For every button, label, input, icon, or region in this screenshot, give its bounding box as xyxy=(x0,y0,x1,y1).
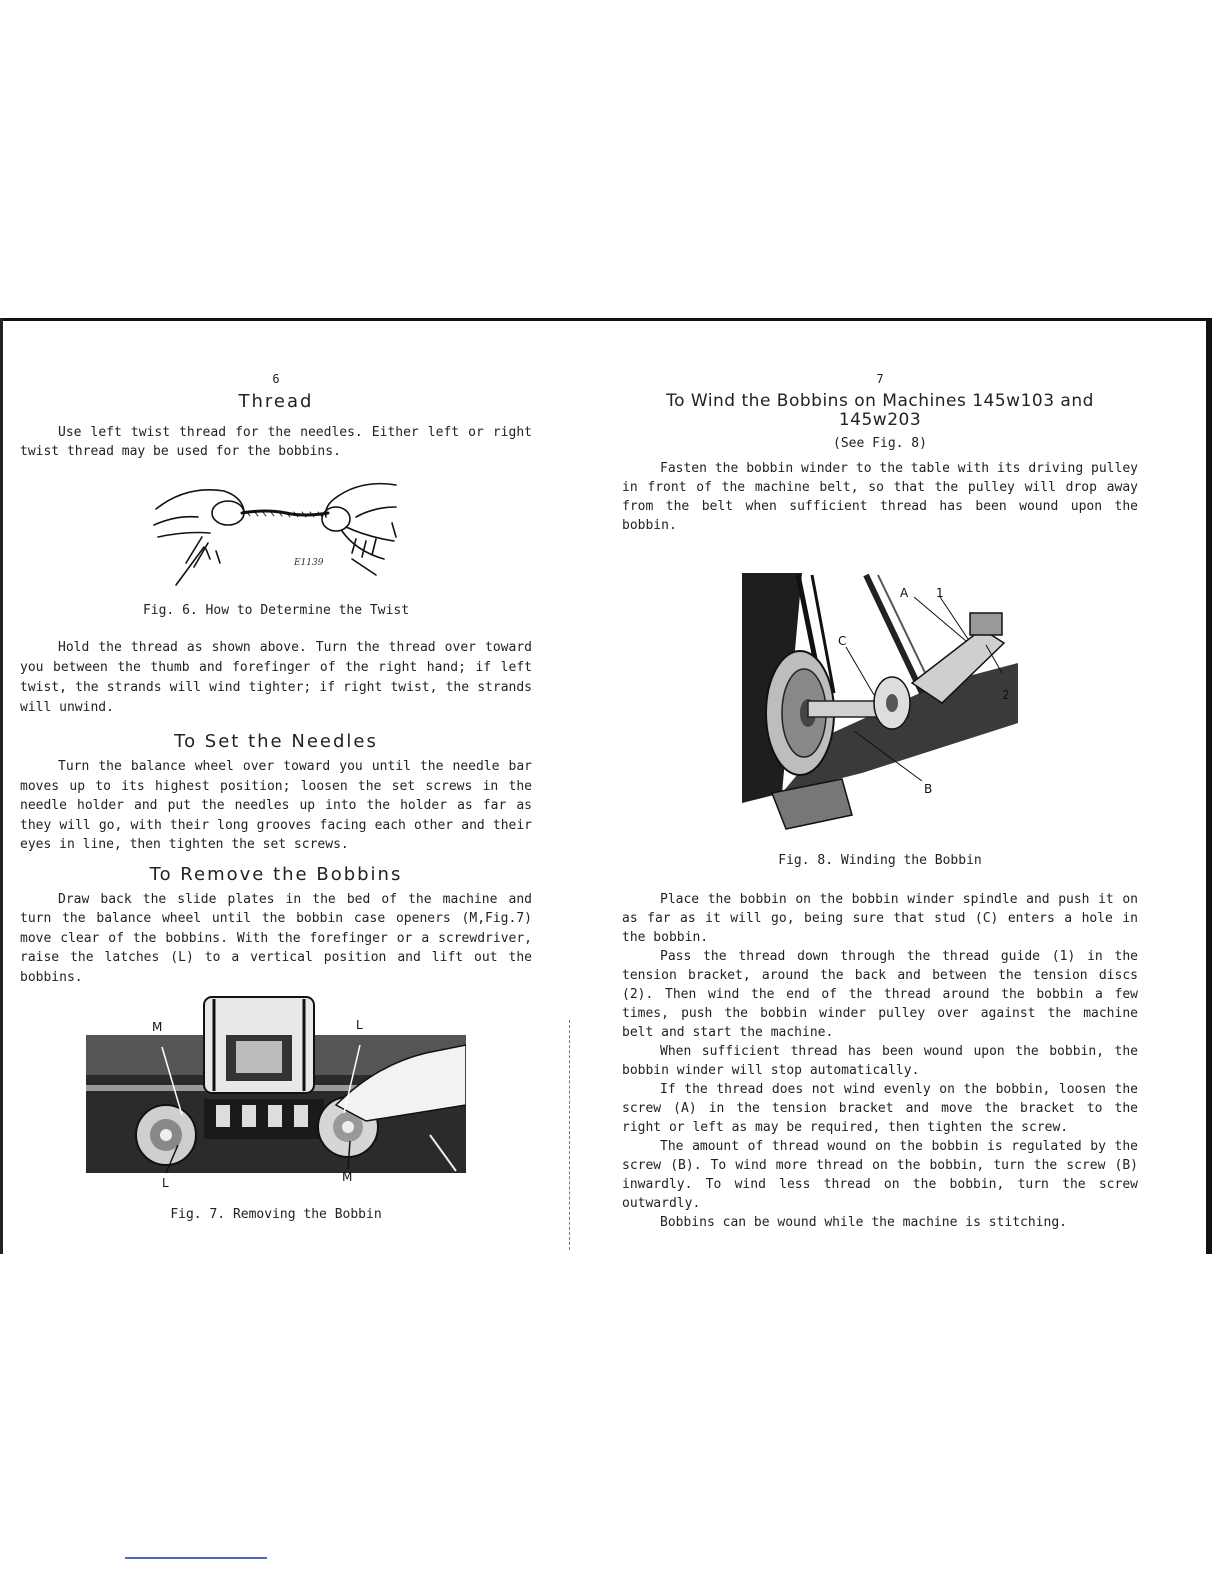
thread-intro: Use left twist thread for the needles. Either left or right twist thread may be used for the bobbins. xyxy=(20,425,532,459)
paragraph: The amount of thread wound on the bobbin is regulated by the screw (B). To wind more thread on the bobbin, turn the screw (B) inwardly. To wind less thread on the bobbin, turn the screw outwardly. xyxy=(622,1139,1138,1211)
figure-8 xyxy=(742,573,1018,835)
see-figure-note: (See Fig. 8) xyxy=(833,436,927,451)
bobbin-removal-photo xyxy=(86,995,466,1191)
spread-right-border xyxy=(1206,318,1212,1254)
section-heading-remove-bobbins: To Remove the Bobbins xyxy=(149,863,403,885)
twist-hands-illustration xyxy=(146,467,406,595)
section-heading-wind-bobbins: To Wind the Bobbins on Machines 145w103 and 145w203 xyxy=(666,391,1094,430)
thread-body: Hold the thread as shown above. Turn the thread over toward you between the thumb and forefinger of the right hand; if left twist, the strands will wind tighter; if right twist, the strands will unwind. xyxy=(20,640,532,715)
remove-bobbins-body: Draw back the slide plates in the bed of the machine and turn the balance wheel until the bobbin case openers (M,Fig.7) move clear of the bobbins. With the forefinger or a screwdriver, raise the latches (L) to a vertical position and lift out the bobbins. xyxy=(20,891,532,985)
figure-6 xyxy=(146,467,406,595)
section-heading-set-needles: To Set the Needles xyxy=(174,731,378,752)
figure-8-caption: Fig. 8. Winding the Bobbin xyxy=(778,853,982,868)
paragraph: Pass the thread down through the thread guide (1) in the tension bracket, around the back and between the tension discs (2). Then wind the end of the thread around the bobbin a few times, push the bobbin winder pulley over against the machine belt and start the machine. xyxy=(622,949,1138,1040)
figure-7-caption: Fig. 7. Removing the Bobbin xyxy=(170,1207,382,1222)
left-page xyxy=(20,370,532,1224)
label-2: 2 xyxy=(1002,688,1010,702)
set-needles-body: Turn the balance wheel over toward you until the needle bar moves up to its highest position; loosen the set screws in the needle holder and put the needles up into the holder as far as they will go, with their long grooves facing each other and their eyes in line, then tighten the set screws. xyxy=(20,759,532,852)
paragraph: Place the bobbin on the bobbin winder spindle and push it on as far as it will go, being sure that stud (C) enters a hole in the bobbin. xyxy=(622,892,1138,945)
paragraph: If the thread does not wind evenly on the bobbin, loosen the screw (A) in the tension bracket and move the bracket to the right or left as may be required, then tighten the screw. xyxy=(622,1082,1138,1135)
label-c: C xyxy=(838,634,847,648)
spread-left-border xyxy=(0,318,3,1254)
center-fold xyxy=(569,1020,571,1250)
figure-7 xyxy=(86,995,466,1191)
label-l-top: L xyxy=(356,1018,363,1032)
figure-mark: E1139 xyxy=(294,558,324,568)
label-m-bottom: M xyxy=(342,1170,353,1184)
page-number: 7 xyxy=(876,372,884,386)
bobbin-winder-photo xyxy=(742,573,1018,835)
paragraph: Bobbins can be wound while the machine is stitching. xyxy=(660,1215,1067,1230)
paragraph: When sufficient thread has been wound upon the bobbin, the bobbin winder will stop automatically. xyxy=(622,1044,1138,1078)
label-1: 1 xyxy=(936,586,944,600)
wind-intro: Fasten the bobbin winder to the table with its driving pulley in front of the machine belt, so that the pulley will drop away from the belt when sufficient thread has been wound upon the bobbin. xyxy=(622,461,1138,533)
label-b: B xyxy=(924,782,933,796)
figure-6-caption: Fig. 6. How to Determine the Twist xyxy=(142,603,410,618)
page-number: 6 xyxy=(272,372,280,386)
bottom-underline-mark xyxy=(125,1557,267,1559)
label-m-top: M xyxy=(152,1020,163,1034)
label-l-bottom: L xyxy=(162,1176,169,1190)
spread-top-border xyxy=(0,318,1212,321)
label-a: A xyxy=(900,586,909,600)
wind-instructions xyxy=(622,890,1138,1232)
section-heading-thread: Thread xyxy=(238,391,314,412)
right-page xyxy=(622,370,1138,1232)
